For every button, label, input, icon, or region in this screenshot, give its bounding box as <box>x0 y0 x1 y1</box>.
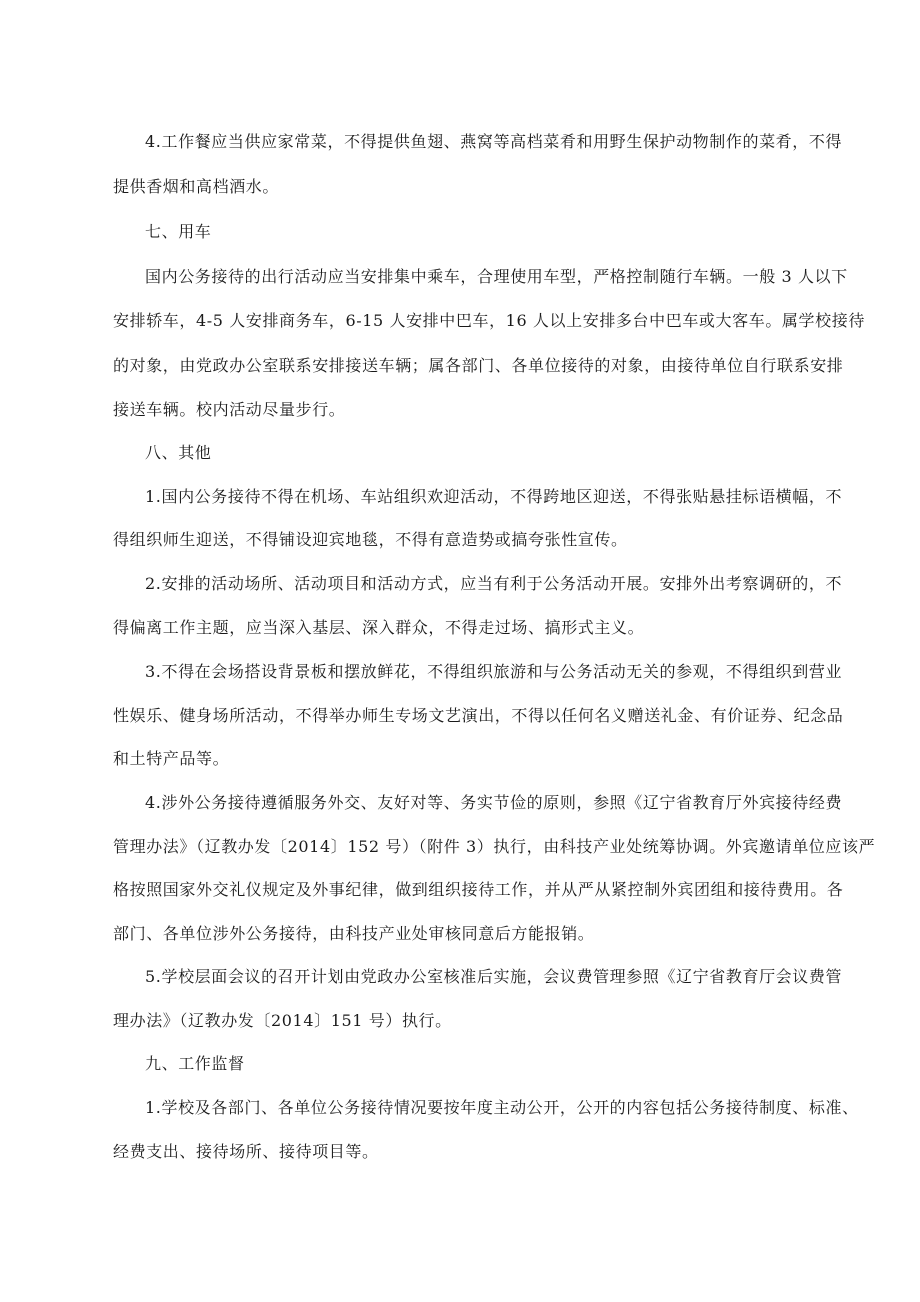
paragraph-line: 接送车辆。校内活动尽量步行。 <box>113 400 346 419</box>
paragraph-line: 得偏离工作主题，应当深入基层、深入群众，不得走过场、搞形式主义。 <box>113 618 645 637</box>
section-heading-supervision: 九、工作监督 <box>145 1054 245 1073</box>
paragraph-line: 性娱乐、健身场所活动，不得举办师生专场文艺演出，不得以任何名义赠送礼金、有价证券、纪念品 <box>113 706 844 725</box>
paragraph-line: 和土特产品等。 <box>113 749 230 768</box>
paragraph-line: 1.学校及各部门、各单位公务接待情况要按年度主动公开，公开的内容包括公务接待制度、标准、 <box>145 1098 859 1117</box>
paragraph-line: 管理办法》（辽教办发〔2014〕152 号）（附件 3）执行，由科技产业处统筹协调。外宾邀请单位应该严 <box>113 837 876 856</box>
section-heading-other: 八、其他 <box>145 443 212 462</box>
paragraph-line: 国内公务接待的出行活动应当安排集中乘车，合理使用车型，严格控制随行车辆。一般 3 人以下 <box>145 267 848 286</box>
paragraph-line: 提供香烟和高档酒水。 <box>113 177 280 196</box>
paragraph-line: 3.不得在会场搭设背景板和摆放鲜花，不得组织旅游和与公务活动无关的参观，不得组织到营业 <box>145 662 843 681</box>
section-heading-vehicles: 七、用车 <box>145 222 212 241</box>
paragraph-line: 4.涉外公务接待遵循服务外交、友好对等、务实节俭的原则，参照《辽宁省教育厅外宾接待经费 <box>145 793 843 812</box>
paragraph-line: 理办法》（辽教办发〔2014〕151 号）执行。 <box>113 1011 452 1030</box>
paragraph-line: 经费支出、接待场所、接待项目等。 <box>113 1142 379 1161</box>
paragraph-line: 1.国内公务接待不得在机场、车站组织欢迎活动，不得跨地区迎送，不得张贴悬挂标语横幅，不 <box>145 487 843 506</box>
paragraph-line: 的对象，由党政办公室联系安排接送车辆；属各部门、各单位接待的对象，由接待单位自行联系安排 <box>113 356 844 375</box>
paragraph-line: 安排轿车，4-5 人安排商务车，6-15 人安排中巴车，16 人以上安排多台中巴车或大客车。属学校接待 <box>113 311 865 330</box>
paragraph-line: 5.学校层面会议的召开计划由党政办公室核准后实施，会议费管理参照《辽宁省教育厅会议费管 <box>145 967 843 986</box>
paragraph-line: 部门、各单位涉外公务接待，由科技产业处审核同意后方能报销。 <box>113 924 595 943</box>
paragraph-line: 得组织师生迎送，不得铺设迎宾地毯，不得有意造势或搞夸张性宣传。 <box>113 530 628 549</box>
paragraph-line: 格按照国家外交礼仪规定及外事纪律，做到组织接待工作，并从严从紧控制外宾团组和接待费用。各 <box>113 880 844 899</box>
paragraph-line: 4.工作餐应当供应家常菜，不得提供鱼翅、燕窝等高档菜肴和用野生保护动物制作的菜肴，不得 <box>145 132 843 151</box>
paragraph-line: 2.安排的活动场所、活动项目和活动方式，应当有利于公务活动开展。安排外出考察调研的，不 <box>145 574 843 593</box>
